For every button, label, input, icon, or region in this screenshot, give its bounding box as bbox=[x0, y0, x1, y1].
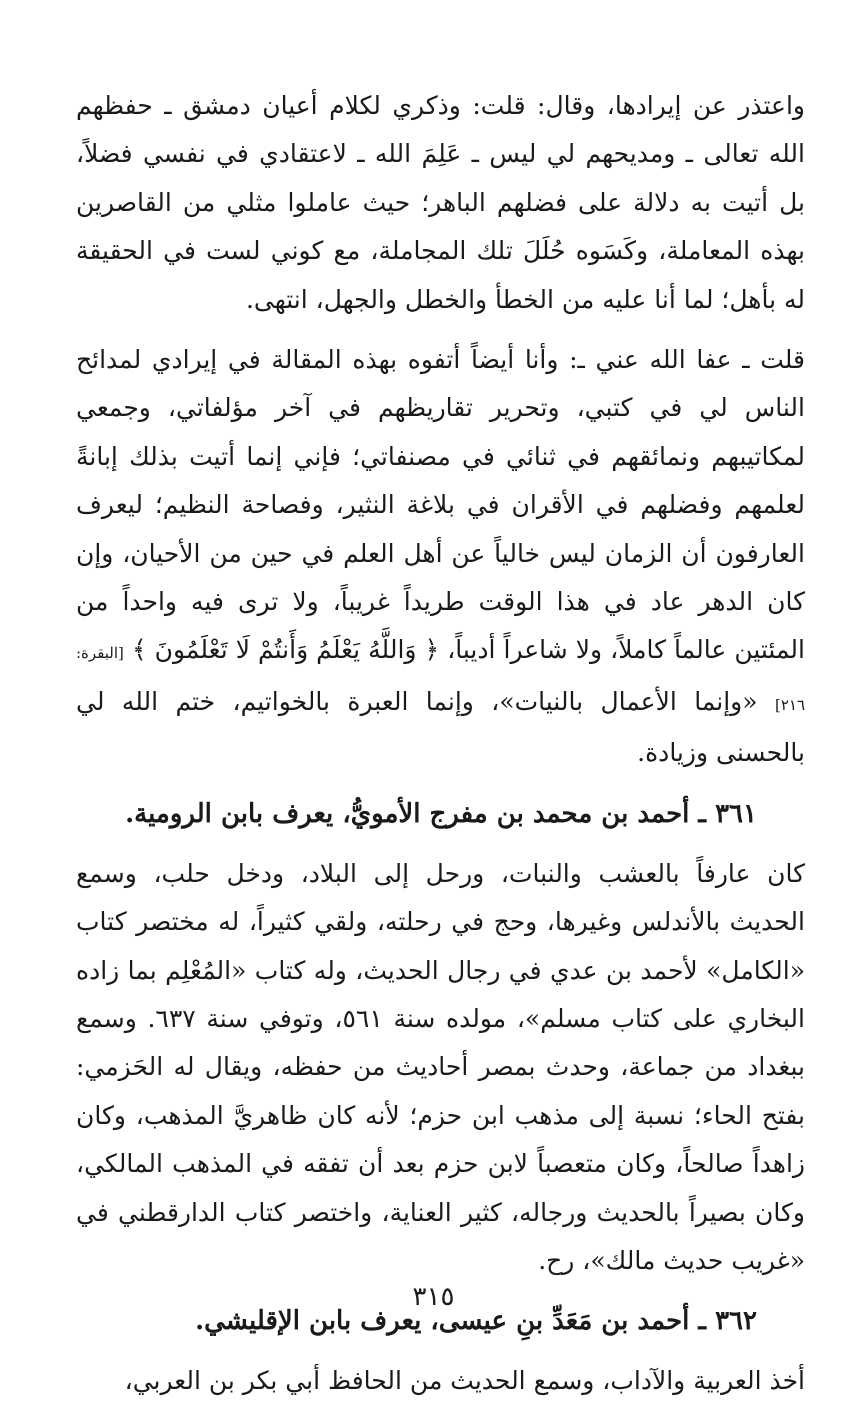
paragraph-1: واعتذر عن إيرادها، وقال: قلت: وذكري لكلام أعيان دمشق ـ حفظهم الله تعالى ـ ومديحهم لي ليس ـ عَلِمَ الله ـ لاعتقادي في نفسي فضلاً، بل أتيت به دلالة على فضلهم الباهر؛ حيث عاملوا مثلي من القاصرين بهذه المعاملة، وكَسَوه حُلَلَ تلك المجاملة، مع كوني لست في الحقيقة له بأهل؛ لما أنا عليه من الخطأ والخطل والجهل، انتهى. bbox=[76, 91, 805, 314]
paragraph-2-text: قلت ـ عفا الله عني ـ: وأنا أيضاً أتفوه بهذه المقالة في إيرادي لمدائح الناس لي في كتبي، وتحرير تقاريظهم في آخر مؤلفاتي، وجمعي لمكاتيبهم ونمائقهم في ثنائي في مصنفاتي؛ فإني إنما أتيت بذلك إبانةً لعلمهم وفضلهم في الأقران في بلاغة النثير، وفصاحة النظيم؛ ليعرف العارفون أن الزمان ليس خالياً عن أهل العلم في حين من الأحيان، وإن كان الدهر عاد في هذا الوقت طريداً غريباً، ولا ترى فيه واحداً من المئتين عالماً كاملاً، ولا شاعراً أديباً، bbox=[76, 345, 805, 665]
verse-reference: [البقرة: ٢١٦] bbox=[76, 644, 805, 714]
entry-title-361: ٣٦١ ـ أحمد بن محمد بن مفرج الأمويُّ، يعرف بابن الرومية. bbox=[125, 798, 757, 829]
page-number: ٣١٥ bbox=[412, 1282, 455, 1312]
paragraph-4: أخذ العربية والآداب، وسمع الحديث من الحافظ أبي بكر بن العربي، bbox=[124, 1366, 805, 1396]
entry-title-362: ٣٦٢ ـ أحمد بن مَعَدِّ بنِ عيسى، يعرف بابن الإقليشي. bbox=[195, 1306, 757, 1337]
quran-verse: ﴿ وَاللَّهُ يَعْلَمُ وَأَنتُمْ لَا تَعْلَمُونَ ﴾ bbox=[131, 635, 440, 665]
paragraph-3: كان عارفاً بالعشب والنبات، ورحل إلى البلاد، ودخل حلب، وسمع الحديث بالأندلس وغيرها، وحج في رحلته، ولقي كثيراً، له مختصر كتاب «الكامل» لأحمد بن عدي في رجال الحديث، وله كتاب «المُعْلِم بما زاده البخاري على كتاب مسلم»، مولده سنة ٥٦١، وتوفي سنة ٦٣٧. وسمع ببغداد من جماعة، وحدث بمصر أحاديث من حفظه، ويقال له الحَزمي: بفتح الحاء؛ نسبة إلى مذهب ابن حزم؛ لأنه كان ظاهريَّ المذهب، وكان زاهداً صالحاً، وكان متعصباً لابن حزم بعد أن تفقه في المذهب المالكي، وكان بصيراً بالحديث ورجاله، كثير العناية، واختصر كتاب الدارقطني في «غريب حديث مالك»، رح. bbox=[76, 858, 805, 1275]
paragraph-2 bbox=[76, 336, 805, 778]
paragraph-2-continuation: «وإنما الأعمال بالنيات»، وإنما العبرة بالخواتيم، ختم الله لي بالحسنى وزيادة. bbox=[76, 686, 805, 768]
